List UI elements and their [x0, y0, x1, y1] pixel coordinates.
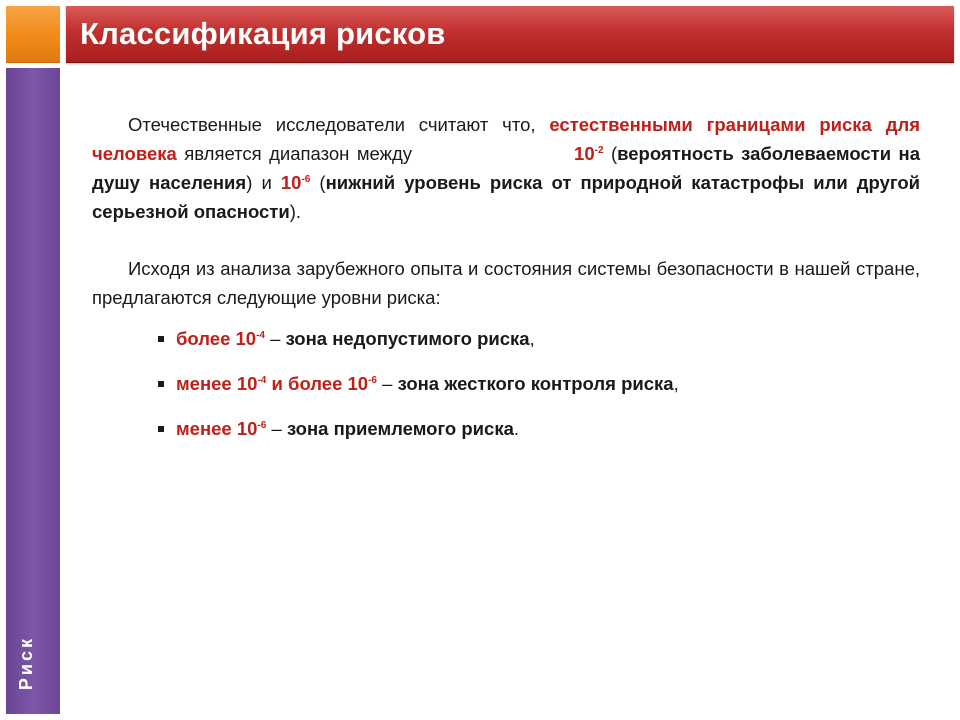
- bullet-square-icon: [158, 336, 164, 342]
- bullet-tail: .: [513, 418, 520, 439]
- bullet-dash: –: [266, 418, 287, 439]
- list-item: [158, 369, 920, 398]
- paragraph-risk-levels-intro: Исходя из анализа зарубежного опыта и состояния системы безопасности в нашей стране, предлагаются следующие уровни риска:: [92, 258, 920, 308]
- p1-text-6: ).: [289, 201, 302, 222]
- list-item: [158, 414, 920, 443]
- risk-levels-list: [92, 324, 920, 443]
- bullet-sup-a: -4: [256, 330, 265, 341]
- corner-accent-block: [6, 6, 60, 63]
- bullet-tail: ,: [673, 373, 679, 394]
- bullet-sup-b: -6: [368, 375, 377, 386]
- p1-value-upper-base: 10: [574, 143, 595, 164]
- bullet-red-a: более 10: [176, 328, 257, 349]
- slide-content: [92, 110, 920, 459]
- bullet-zone-label: зона недопустимого риска: [285, 328, 530, 349]
- p1-value-lower-exp: -6: [301, 174, 311, 185]
- p1-value-upper: [574, 143, 603, 164]
- title-bar: [66, 6, 954, 63]
- bullet-red-a: менее 10: [176, 373, 258, 394]
- bullet-red-a: менее 10: [176, 418, 258, 439]
- bullet-zone-label: зона жесткого контроля риска: [397, 373, 674, 394]
- list-item: [158, 324, 920, 353]
- p1-red-boundaries: естественными границами риска для человека: [92, 114, 920, 164]
- bullet-square-icon: [158, 381, 164, 387]
- p1-bold-morbidity: вероятность заболеваемости на душу населения: [92, 143, 920, 193]
- p1-text-2: является диапазон между: [176, 143, 413, 164]
- bullet-red-range: [176, 373, 377, 394]
- p1-value-upper-exp: -2: [594, 145, 604, 156]
- bullet-square-icon: [158, 426, 164, 432]
- bullet-tail: ,: [529, 328, 535, 349]
- bullet-dash: –: [264, 328, 286, 349]
- bullet-zone-label: зона приемлемого риска: [286, 418, 514, 439]
- slide-title: Классификация рисков: [80, 16, 446, 51]
- bullet-dash: –: [377, 373, 398, 394]
- p1-value-lower-base: 10: [280, 172, 302, 193]
- p1-text-1: Отечественные исследователи считают что,: [128, 114, 550, 135]
- p1-text-3: (: [603, 143, 618, 164]
- p1-text-4: ) и: [246, 172, 281, 193]
- sidebar-label: Риск: [16, 635, 36, 690]
- bullet-red-b: и более 10: [266, 373, 369, 394]
- paragraph-risk-boundaries: [92, 110, 920, 226]
- p1-bold-catastrophe: нижний уровень риска от природной катастрофы или другой серьезной опасности: [92, 172, 920, 222]
- bullet-red-range: [176, 418, 266, 439]
- sidebar: [6, 68, 60, 714]
- bullet-sup-a: -4: [257, 375, 267, 386]
- p1-text-5: (: [310, 172, 326, 193]
- bullet-sup-a: -6: [257, 420, 267, 431]
- p1-value-lower: [281, 172, 310, 193]
- bullet-red-range: [176, 328, 265, 349]
